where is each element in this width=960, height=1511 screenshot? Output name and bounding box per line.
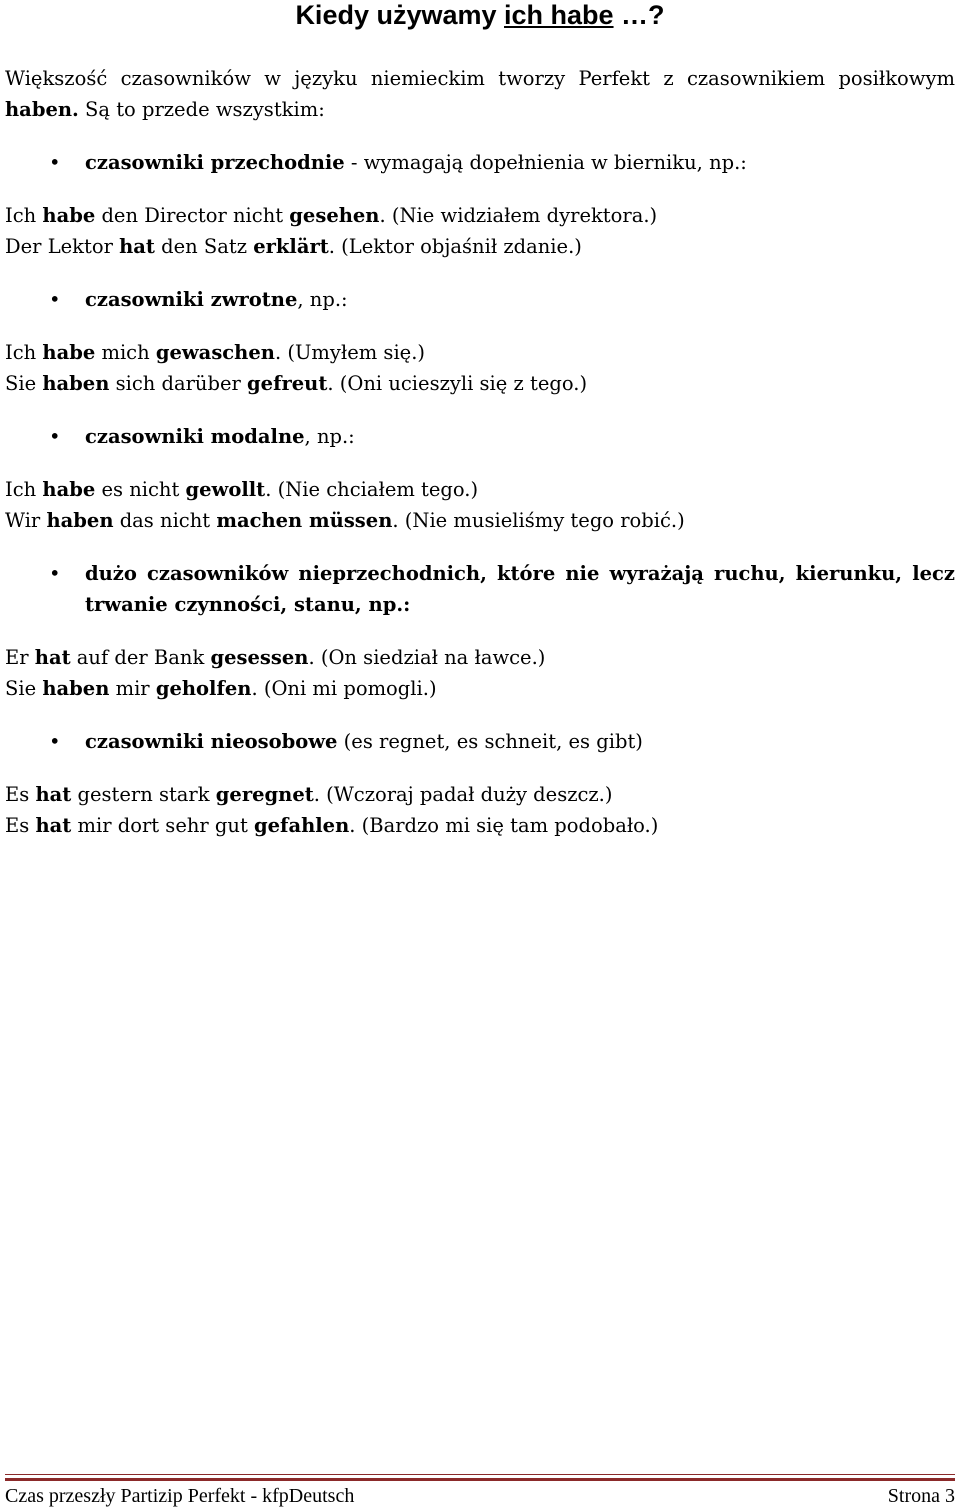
example-sentence: Wir haben das nicht machen müssen. (Nie musieliśmy tego robić.) [5,509,685,532]
example-sentence: Es hat mir dort sehr gut gefahlen. (Bardzo mi się tam podobało.) [5,814,659,837]
example-sentence: Er hat auf der Bank gesessen. (On siedział na ławce.) [5,646,546,669]
bullet-icon: • [49,730,61,753]
document-body [5,63,955,841]
title-text: Kiedy używamy [295,0,505,30]
bullet-intransitive: • dużo czasowników nieprzechodnich, które nie wyrażają ruchu, kierunku, lecz trwanie czynności, stanu, np.: [5,558,955,620]
example-sentence: Ich habe den Director nicht gesehen. (Nie widziałem dyrektora.) [5,204,658,227]
bullet-transitive: • czasowniki przechodnie - wymagają dopełnienia w bierniku, np.: [5,147,955,178]
example-sentence: Ich habe mich gewaschen. (Umyłem się.) [5,341,426,364]
bullet-icon: • [49,425,61,448]
example-sentence: Der Lektor hat den Satz erklärt. (Lektor objaśnił zdanie.) [5,235,582,258]
example-sentence: Sie haben sich darüber gefreut. (Oni ucieszyli się z tego.) [5,372,588,395]
title-underlined: ich habe [504,0,614,30]
example-sentence: Es hat gestern stark geregnet. (Wczoraj padał duży deszcz.) [5,783,613,806]
bullet-impersonal: • czasowniki nieosobowe (es regnet, es schneit, es gibt) [5,726,955,757]
example-sentence: Sie haben mir geholfen. (Oni mi pomogli.) [5,677,437,700]
title-suffix: …? [613,0,665,30]
bullet-icon: • [49,151,61,174]
bullet-icon: • [49,562,61,585]
footer-divider [5,1474,955,1475]
page-title [0,0,960,30]
page-number: Strona 3 [887,1485,955,1507]
footer-title: Czas przeszły Partizip Perfekt - kfpDeutsch [5,1485,355,1507]
intro-paragraph: Większość czasowników w języku niemieckim tworzy Perfekt z czasownikiem posiłkowym haben. Są to przede wszystkim: [5,67,955,121]
example-sentence: Ich habe es nicht gewollt. (Nie chciałem tego.) [5,478,479,501]
bullet-icon: • [49,288,61,311]
bullet-reflexive: • czasowniki zwrotne, np.: [5,284,955,315]
bullet-modal: • czasowniki modalne, np.: [5,421,955,452]
footer-divider-thick [5,1478,955,1481]
